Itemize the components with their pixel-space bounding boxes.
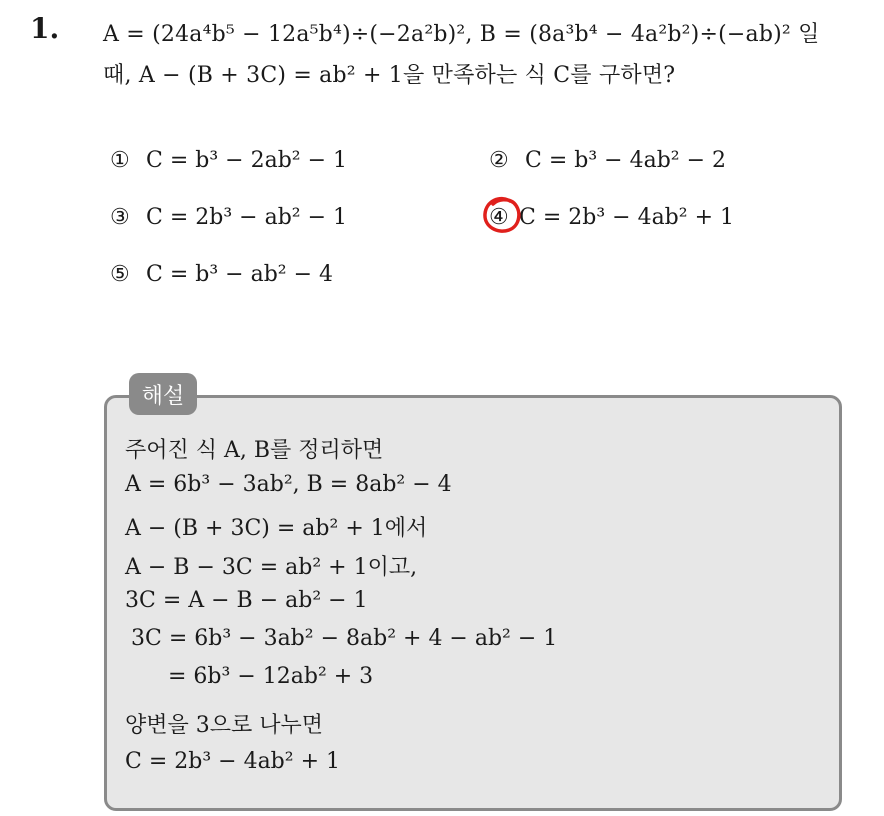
answer-circle-mark-icon bbox=[480, 193, 524, 237]
choice-number: ④ bbox=[489, 205, 509, 230]
solution-line: A − B − 3C = ab² + 1이고, bbox=[125, 555, 418, 580]
solution-line: 3C = 6b³ − 3ab² − 8ab² + 4 − ab² − 1 bbox=[131, 626, 558, 651]
solution-line: = 6b³ − 12ab² + 3 bbox=[168, 664, 374, 689]
choice-text: C = b³ − 4ab² − 2 bbox=[525, 148, 727, 173]
solution-line: C = 2b³ − 4ab² + 1 bbox=[125, 749, 341, 774]
solution-line: A = 6b³ − 3ab², B = 8ab² − 4 bbox=[125, 472, 452, 497]
choice-text: C = b³ − 2ab² − 1 bbox=[146, 148, 348, 173]
choice-4[interactable] bbox=[489, 205, 734, 230]
choice-text: C = b³ − ab² − 4 bbox=[146, 262, 334, 287]
choice-3[interactable] bbox=[110, 205, 347, 230]
choice-number: ② bbox=[489, 148, 509, 173]
question-text-line-2: 때, A − (B + 3C) = ab² + 1을 만족하는 식 C를 구하면? bbox=[103, 63, 676, 88]
choice-2[interactable] bbox=[489, 148, 726, 173]
solution-line: 양변을 3으로 나누면 bbox=[125, 713, 323, 738]
choice-1[interactable] bbox=[110, 148, 347, 173]
choice-number: ⑤ bbox=[110, 262, 130, 287]
solution-line: 3C = A − B − ab² − 1 bbox=[125, 588, 368, 613]
choice-text: C = 2b³ − 4ab² + 1 bbox=[519, 205, 735, 230]
choice-number: ③ bbox=[110, 205, 130, 230]
choice-text: C = 2b³ − ab² − 1 bbox=[146, 205, 348, 230]
choice-number: ① bbox=[110, 148, 130, 173]
question-text-line-1: A = (24a⁴b⁵ − 12a⁵b⁴)÷(−2a²b)², B = (8a³b⁴ − 4a²b²)÷(−ab)² 일 bbox=[103, 22, 820, 47]
solution-label: 해설 bbox=[129, 373, 197, 415]
solution-line: A − (B + 3C) = ab² + 1에서 bbox=[125, 516, 428, 541]
solution-line: 주어진 식 A, B를 정리하면 bbox=[125, 438, 384, 463]
choice-5[interactable] bbox=[110, 262, 333, 287]
question-number: 1. bbox=[30, 12, 60, 45]
